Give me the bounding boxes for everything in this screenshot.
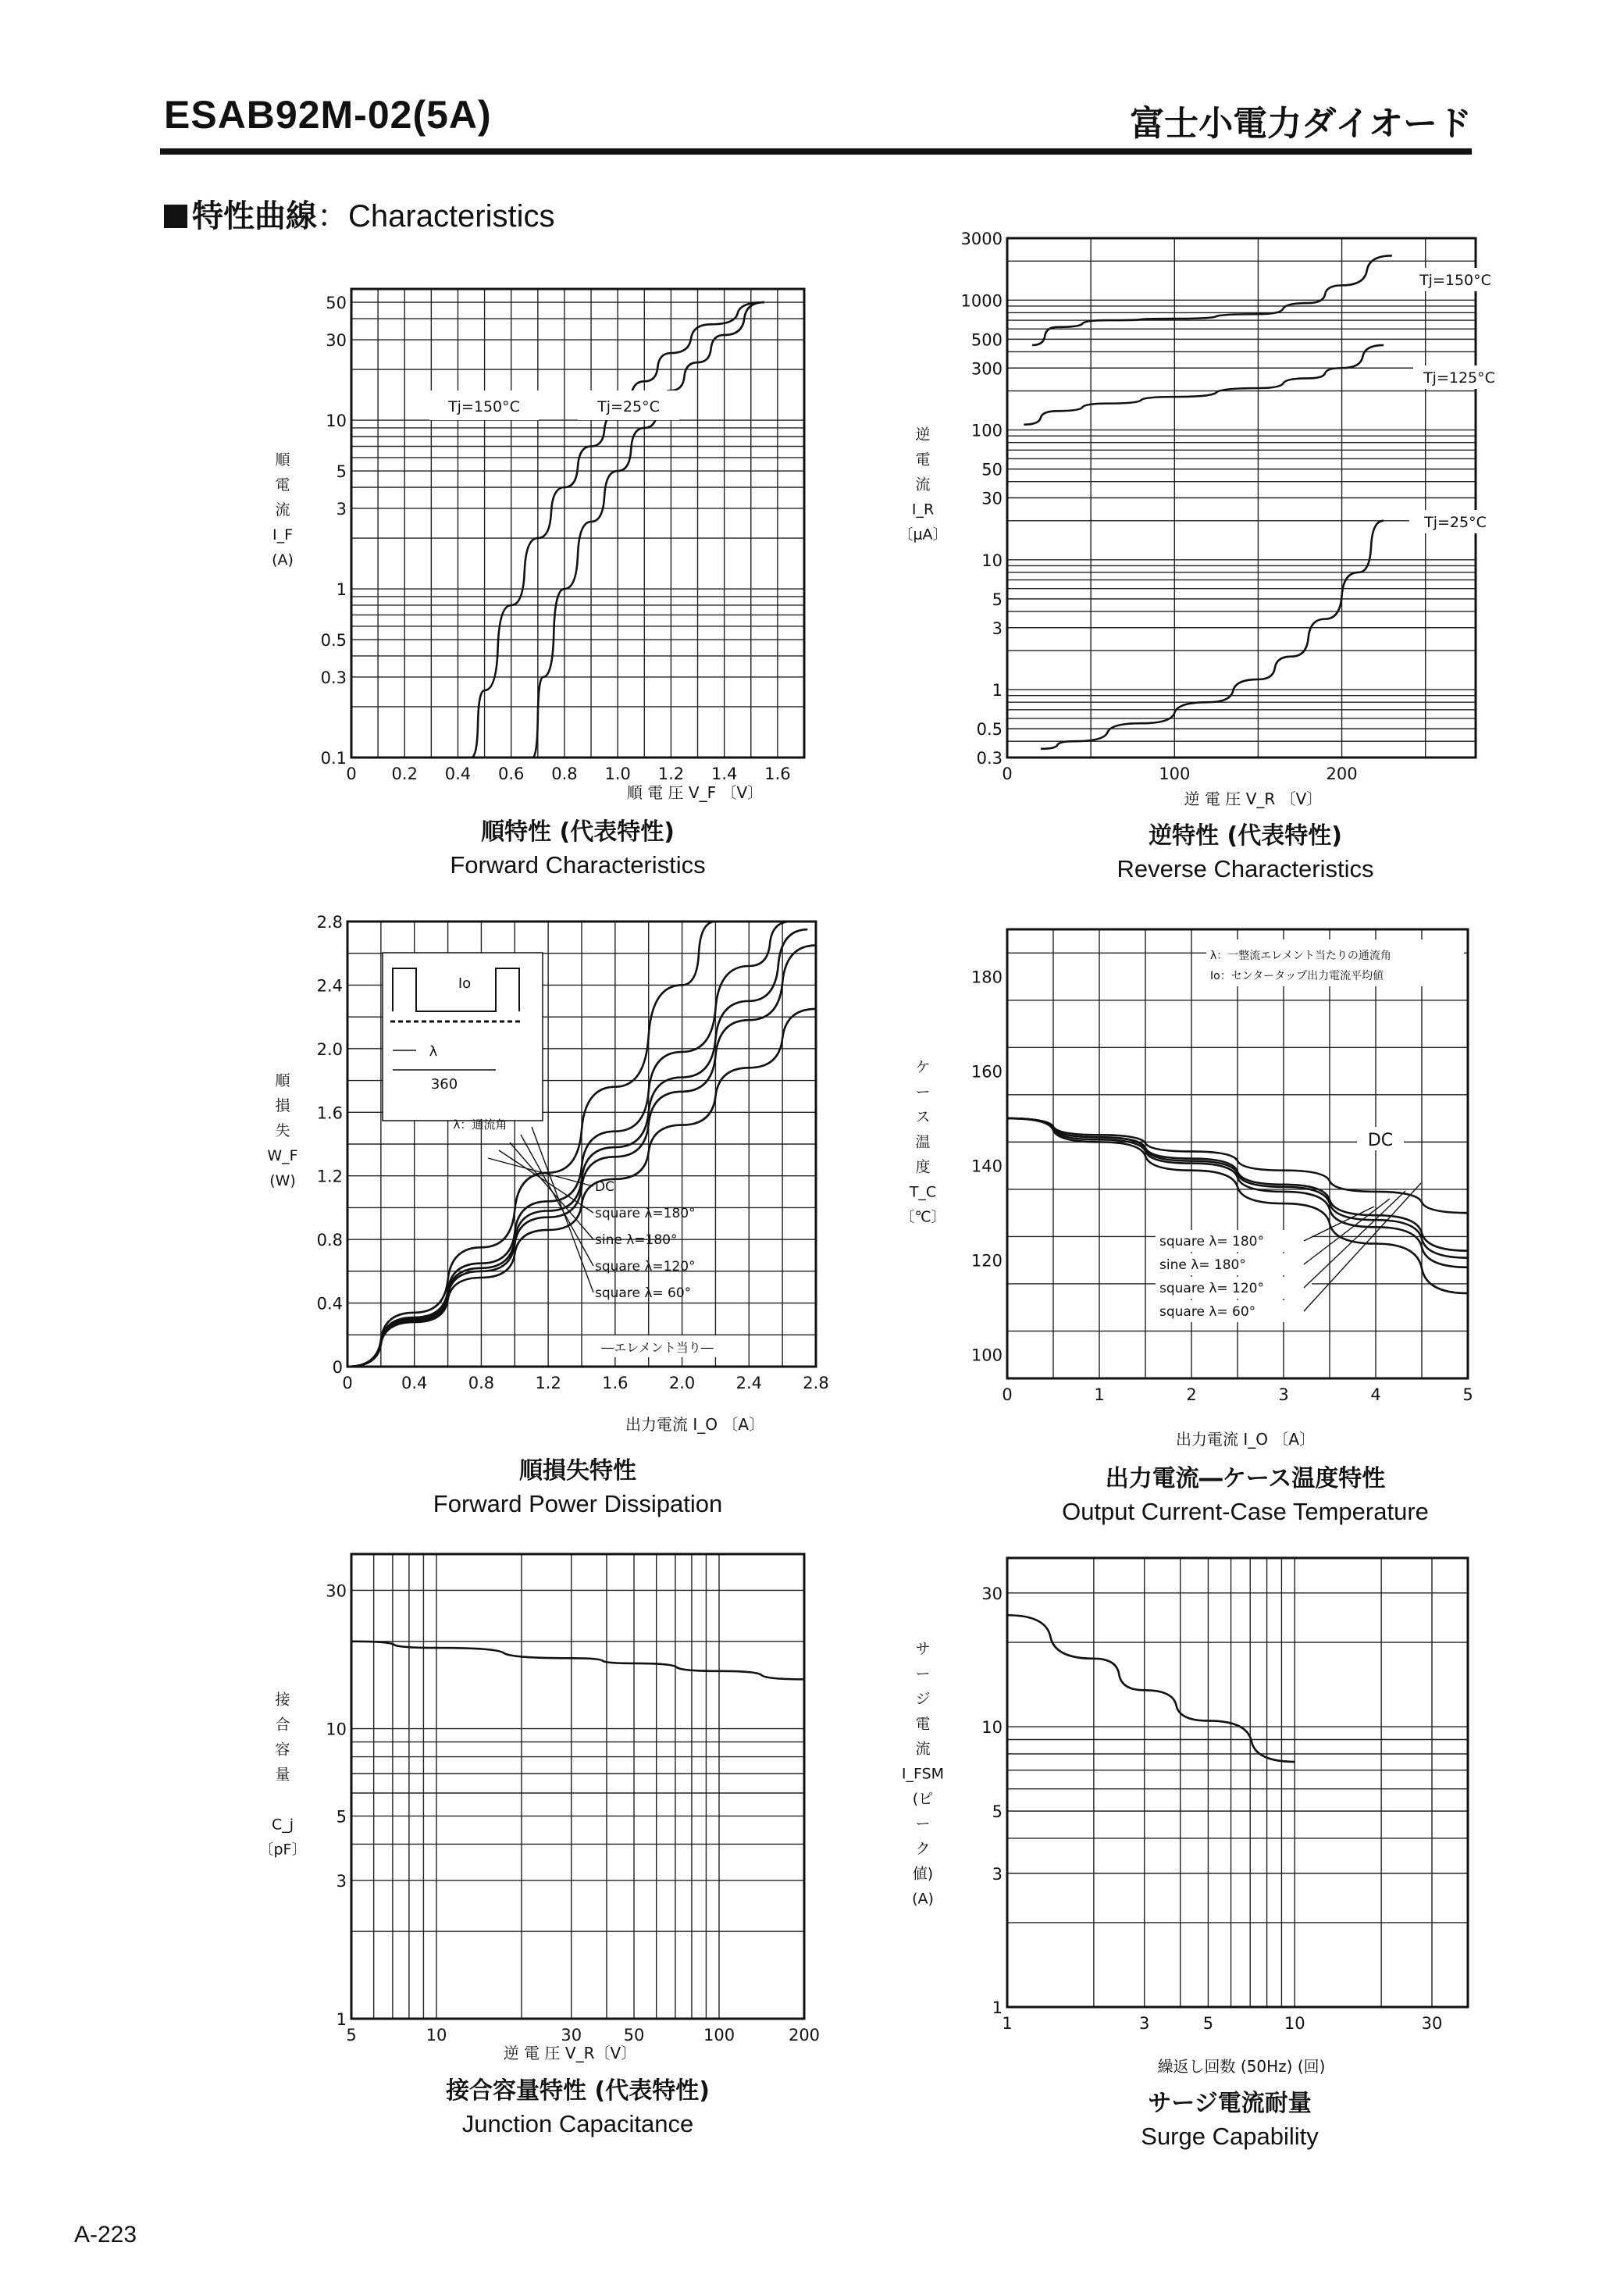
caption-forward-en: Forward Characteristics [450, 851, 706, 879]
chart-svg-power [258, 910, 835, 1464]
series-label: square λ= 60° [595, 1285, 692, 1301]
y-tick-label: 140 [970, 1157, 1003, 1176]
curve-labels [429, 390, 679, 420]
leader-line [1304, 1191, 1405, 1288]
x-tick-label: 100 [703, 2026, 735, 2044]
series-label: Tj=25°C [597, 398, 660, 415]
grid-forward [351, 289, 804, 758]
y-tick-label: 5 [992, 590, 1003, 609]
page-number: A-223 [74, 2222, 137, 2248]
chart-svg-forward [258, 273, 835, 820]
y-tick-label: 1 [336, 580, 347, 600]
caption-forward-jp: 順特性 (代表特性) [481, 818, 675, 846]
chart-surge [898, 1542, 1483, 2089]
y-axis-label-line: 〔μA〕 [898, 526, 948, 544]
x-tick-label: 5 [1202, 2014, 1214, 2033]
caption-reverse-jp: 逆特性 (代表特性) [1149, 822, 1342, 850]
series-line-tj-125-c [1024, 345, 1384, 425]
curve-labels [1156, 1127, 1421, 1322]
y-tick-label: 10 [981, 1718, 1003, 1738]
x-tick-label: 1 [1094, 1385, 1105, 1404]
y-tick-label: 0.4 [316, 1294, 343, 1314]
y-tick-label: 0.3 [976, 749, 1003, 768]
y-axis-label-line: 順 [275, 451, 290, 469]
y-axis-label-line: 流 [915, 1740, 931, 1758]
inset-note: λ：通流角 [453, 1118, 508, 1132]
y-axis-label-line: 流 [275, 501, 290, 519]
y-axis-label-line: 接 [275, 1691, 290, 1709]
y-axis-label-line: 失 [275, 1122, 290, 1139]
y-tick-label: 2.4 [316, 976, 343, 996]
y-tick-label: 5 [336, 462, 347, 482]
y-axis-label-line: 温 [915, 1133, 931, 1151]
x-tick-label: 2.8 [803, 1374, 829, 1392]
y-tick-label: 5 [336, 1807, 347, 1827]
legend-line: Io：センタータップ出力電流平均値 [1210, 970, 1384, 982]
y-tick-label: 0.3 [320, 668, 347, 687]
y-tick-label: 100 [970, 421, 1003, 440]
element-note: ―エレメント当り― [601, 1340, 714, 1355]
y-axis-label-line: 電 [915, 1715, 931, 1733]
y-tick-label: 100 [970, 1346, 1003, 1365]
section-title-en: Characteristics [348, 199, 555, 234]
plot-frame [351, 1554, 804, 2019]
x-tick-label: 1.4 [710, 765, 738, 783]
series-label: square λ=180° [595, 1206, 696, 1221]
series-label: DC [1367, 1131, 1394, 1150]
x-axis-label: 逆 電 圧 V_R 〔V〕 [1184, 790, 1323, 808]
y-axis-label-line: ス [915, 1108, 931, 1126]
plot-frame [351, 289, 804, 758]
y-axis-label-line: 容 [275, 1741, 290, 1759]
y-tick-label: 1 [336, 2010, 347, 2029]
y-tick-label: 1000 [960, 291, 1003, 311]
series-label: square λ= 180° [1159, 1234, 1264, 1250]
inset-io-label: Io [458, 975, 472, 992]
y-tick-label: 30 [981, 1584, 1003, 1603]
y-axis-label-line: 電 [275, 476, 290, 494]
y-axis-label-line: I_R [911, 501, 935, 519]
chart-reverse [898, 226, 1495, 820]
y-axis-label-line: 流 [915, 476, 931, 494]
caption-reverse-en: Reverse Characteristics [1116, 855, 1374, 882]
caption-power-en: Forward Power Dissipation [433, 1490, 723, 1517]
x-tick-label: 200 [1326, 765, 1358, 783]
x-tick-label: 0.4 [401, 1374, 428, 1392]
x-axis-label: 順 電 圧 V_F 〔V〕 [626, 783, 764, 802]
y-tick-label: 0.1 [320, 749, 347, 768]
x-axis-label: 繰返し回数 (50Hz) (回) [1157, 2057, 1326, 2076]
y-axis-label-line: サ [915, 1640, 931, 1658]
y-axis-label-line: ー [915, 1815, 931, 1833]
y-axis-label-line: I_F [272, 526, 294, 544]
caption-surge-jp: サージ電流耐量 [1148, 2090, 1312, 2117]
y-tick-label: 1.2 [316, 1167, 343, 1186]
y-axis-label-line: (A) [272, 551, 294, 569]
part-number: ESAB92M-02(5A) [164, 93, 492, 137]
x-tick-label: 200 [788, 2026, 821, 2044]
caption-case-temp [995, 1459, 1495, 1526]
x-tick-label: 1.0 [604, 765, 631, 783]
caption-reverse [995, 816, 1495, 883]
chart-case-temp [898, 918, 1483, 1464]
header-rule [160, 148, 1472, 155]
series-label: square λ=120° [595, 1259, 696, 1274]
x-tick-label: 3 [1278, 1385, 1289, 1404]
y-tick-label: 3 [992, 1864, 1003, 1884]
y-tick-label: 50 [981, 460, 1003, 479]
y-axis-label-line: 電 [915, 451, 931, 469]
y-axis-label-line: ク [915, 1840, 931, 1858]
x-axis-label: 逆 電 圧 V_R〔V〕 [503, 2044, 637, 2062]
chart-svg-surge [898, 1542, 1483, 2089]
grid-capacitance [351, 1554, 804, 2019]
x-tick-label: 0.8 [551, 765, 578, 783]
series-label: Tj=150°C [448, 398, 520, 415]
y-tick-label: 30 [981, 489, 1003, 508]
x-tick-label: 0 [1002, 1385, 1013, 1404]
inset-period-label: 360 [430, 1076, 458, 1093]
caption-power-jp: 順損失特性 [519, 1457, 636, 1485]
chart-svg-case_temp [898, 918, 1483, 1464]
x-tick-label: 0 [1002, 765, 1013, 783]
x-tick-label: 5 [1462, 1385, 1473, 1404]
curve-labels [1409, 268, 1505, 533]
x-tick-label: 1.6 [602, 1374, 629, 1392]
y-axis-label-line: ジ [915, 1690, 931, 1708]
y-tick-label: 300 [970, 359, 1003, 379]
y-tick-label: 30 [326, 1581, 347, 1601]
y-tick-label: 2.0 [316, 1039, 343, 1059]
x-tick-label: 10 [426, 2026, 447, 2044]
plot-frame [1007, 1558, 1468, 2007]
x-tick-label: 1.2 [657, 765, 685, 783]
y-tick-label: 0.5 [320, 631, 347, 651]
y-tick-label: 160 [970, 1062, 1003, 1082]
y-tick-label: 10 [326, 1720, 347, 1739]
chart-power [258, 910, 835, 1464]
x-tick-label: 0.8 [468, 1374, 495, 1392]
y-axis-label-line: ー [915, 1083, 931, 1101]
y-tick-label: 500 [970, 330, 1003, 350]
y-axis-label-line: I_FSM [901, 1765, 945, 1783]
x-tick-label: 50 [623, 2026, 645, 2044]
x-tick-label: 1.2 [535, 1374, 561, 1392]
y-tick-label: 1 [992, 681, 1003, 701]
chart-svg-reverse [898, 226, 1495, 820]
x-tick-label: 0 [342, 1374, 353, 1392]
y-tick-label: 3 [336, 1871, 347, 1891]
series-label: sine λ= 180° [1159, 1257, 1246, 1273]
y-axis-label-line: 値) [912, 1865, 934, 1883]
x-tick-label: 0.6 [498, 765, 525, 783]
y-tick-label: 30 [326, 331, 347, 351]
x-tick-label: 10 [1284, 2014, 1305, 2033]
grid-surge [1007, 1558, 1468, 2007]
series-label: Tj=125°C [1423, 369, 1495, 387]
caption-surge-en: Surge Capability [1141, 2123, 1319, 2150]
y-axis-label-line: 合 [275, 1716, 290, 1734]
series-label: square λ= 120° [1159, 1281, 1264, 1296]
y-tick-label: 180 [970, 968, 1003, 987]
x-tick-label: 100 [1159, 765, 1191, 783]
y-axis-label-line: W_F [267, 1147, 298, 1164]
caption-surge [980, 2084, 1480, 2151]
y-tick-label: 2.8 [316, 913, 343, 932]
grid-reverse [1007, 238, 1476, 758]
x-tick-label: 0.4 [444, 765, 472, 783]
x-tick-label: 0.2 [391, 765, 418, 783]
x-tick-label: 0 [346, 765, 357, 783]
y-tick-label: 0 [332, 1358, 343, 1377]
x-tick-label: 2 [1186, 1385, 1197, 1404]
caption-capacitance-jp: 接合容量特性 (代表特性) [446, 2077, 710, 2105]
y-tick-label: 1.6 [316, 1103, 343, 1123]
leader-line [488, 1158, 593, 1186]
chart-capacitance [258, 1538, 835, 2069]
caption-forward [328, 812, 828, 879]
caption-power [328, 1451, 828, 1518]
y-axis-label-line: 損 [275, 1097, 290, 1114]
square-bullet-icon [164, 205, 187, 228]
y-axis-label-line: (W) [269, 1172, 296, 1189]
series-label: square λ= 60° [1159, 1304, 1256, 1320]
x-tick-label: 3 [1139, 2014, 1150, 2033]
caption-case-temp-en: Output Current-Case Temperature [1062, 1498, 1429, 1525]
x-tick-label: 2.0 [668, 1374, 696, 1392]
chart-svg-capacitance [258, 1538, 835, 2069]
series-line-tj-25-c [532, 302, 764, 758]
y-axis-label-line: 逆 [915, 426, 931, 444]
y-axis-label-line: (A) [912, 1890, 934, 1908]
section-title [164, 191, 555, 236]
x-tick-label: 30 [561, 2026, 582, 2044]
waveform-inset [383, 953, 543, 1121]
legend-box [1206, 939, 1464, 986]
series-label: Tj=150°C [1419, 272, 1491, 289]
x-tick-label: 2.4 [735, 1374, 762, 1392]
series-label: Tj=25°C [1424, 514, 1487, 531]
y-tick-label: 3000 [960, 230, 1003, 248]
x-axis-label: 出力電流 I_O 〔A〕 [625, 1415, 765, 1434]
y-axis-label-line: 順 [275, 1072, 290, 1089]
section-separator: ： [317, 198, 348, 234]
inset-lambda-label: λ [429, 1043, 438, 1060]
y-axis-label-line: C_j [271, 1816, 294, 1834]
chart-forward [258, 273, 835, 820]
y-axis-label-line: ー [915, 1665, 931, 1683]
y-tick-label: 3 [992, 619, 1003, 638]
series-title: 富士小電力ダイオード [1130, 104, 1472, 144]
y-tick-label: 50 [326, 294, 347, 313]
y-axis-label-line: 量 [275, 1766, 290, 1784]
y-tick-label: 0.8 [316, 1231, 343, 1250]
y-axis-label-line: 〔pF〕 [258, 1841, 307, 1859]
legend-line: λ：一整流エレメント当たりの通流角 [1210, 950, 1391, 962]
section-title-jp: 特性曲線 [192, 198, 317, 234]
y-tick-label: 120 [970, 1251, 1003, 1271]
series-line-curve [351, 1642, 804, 1680]
y-tick-label: 3 [336, 499, 347, 519]
x-tick-label: 1 [1002, 2014, 1013, 2033]
y-axis-label-line: T_C [909, 1183, 937, 1201]
y-axis-label-line: 〔℃〕 [899, 1208, 946, 1226]
y-tick-label: 0.5 [976, 720, 1003, 740]
y-axis-label-line: ケ [915, 1058, 931, 1076]
x-tick-label: 4 [1370, 1385, 1381, 1404]
y-tick-label: 10 [981, 551, 1003, 570]
caption-capacitance [328, 2071, 828, 2138]
series-label: sine λ=180° [595, 1232, 678, 1248]
x-tick-label: 30 [1421, 2014, 1443, 2033]
y-tick-label: 10 [326, 412, 347, 431]
y-axis-label-line: 度 [915, 1158, 931, 1176]
y-tick-label: 1 [992, 1998, 1003, 2017]
caption-case-temp-jp: 出力電流―ケース温度特性 [1105, 1465, 1386, 1492]
y-axis-label-line: (ピ [912, 1790, 934, 1808]
series-line-tj-25-c [1041, 521, 1384, 749]
series-label: DC [595, 1179, 614, 1195]
x-axis-label: 出力電流 I_O 〔A〕 [1175, 1430, 1316, 1449]
curve-labels [488, 1127, 696, 1301]
x-tick-label: 5 [346, 2026, 357, 2044]
x-tick-label: 1.6 [764, 765, 791, 783]
caption-capacitance-en: Junction Capacitance [461, 2110, 694, 2137]
y-tick-label: 5 [992, 1802, 1003, 1822]
